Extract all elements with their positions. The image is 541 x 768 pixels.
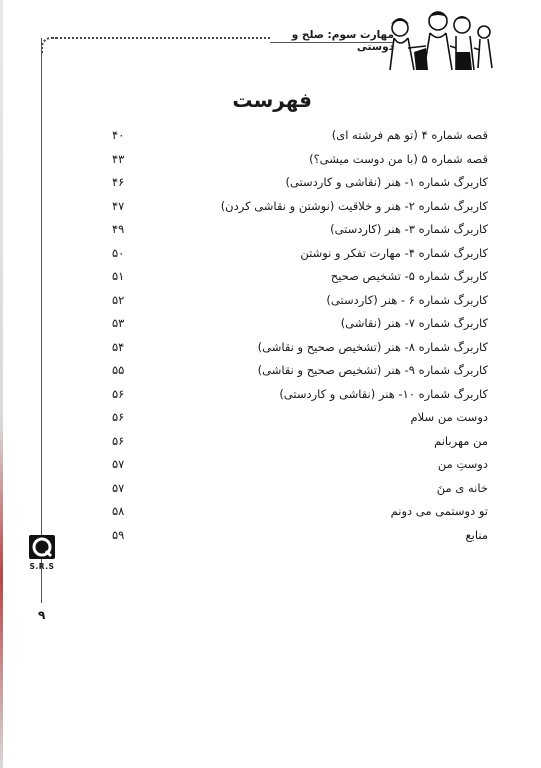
toc-entry-title: کاربرگ شماره ۴- مهارت تفکر و نوشتن [300,245,488,260]
toc-entry-title: قصه شماره ۵ (با من دوست میشی؟) [309,151,488,166]
toc-entry-page: ۵۶ [112,433,125,448]
toc-entry-title: کاربرگ شماره ۷- هنر (نقاشی) [340,316,488,330]
toc-entry-title: کاربرگ شماره ۱- هنر (نقاشی و کاردستی) [285,175,488,189]
chapter-title: مهارت سوم: صلح و دوستی [291,29,394,53]
toc-entry [108,195,488,219]
toc-entry-page: ۵۰ [112,245,125,260]
toc-entry-title: منابع [465,527,488,542]
toc-entry [108,289,488,313]
toc-entry-page: ۵۱ [112,269,125,283]
toc-entry-page: ۵۹ [112,527,125,542]
toc-entry-page: ۵۶ [112,410,125,424]
page-number: ۹ [38,608,46,622]
toc-entry [108,453,488,477]
toc-entry [108,171,488,195]
toc-entry-page: ۵۷ [112,480,125,495]
toc-entry [108,124,488,148]
toc-entry-page: ۴۶ [112,175,125,189]
toc-entry [108,218,488,242]
toc-entry-page: ۵۶ [112,386,125,401]
toc-entry-title: دوستِ من [437,457,488,471]
toc-entry [108,359,488,383]
toc-entry-page: ۴۷ [112,198,125,213]
toc-entry-title: کاربرگ شماره ۳- هنر (کاردستی) [330,222,488,236]
toc-entry-page: ۴۰ [112,128,125,142]
toc-entry-title: قصه شماره ۴ (تو هم فرشته ای) [331,128,488,142]
toc-entry-page: ۵۲ [112,292,125,307]
toc-entry-page: ۵۴ [112,339,125,354]
toc-entry-title: کاربرگ شماره ۱۰- هنر (نقاشی و کاردستی) [279,386,488,401]
toc-heading: فهرست [232,88,312,112]
toc-entry-title: من مهربانم [434,433,488,448]
toc-entry [108,477,488,501]
toc-entry-page: ۵۵ [112,363,125,377]
toc-entry-page: ۵۳ [112,316,125,330]
toc-entry-page: ۴۳ [112,151,125,166]
toc-entry [108,242,488,266]
toc-entry-page: ۵۷ [112,457,125,471]
toc-entry [108,383,488,407]
dotted-frame-top [52,37,270,39]
logo-text: S.R.S [29,562,55,571]
toc-entry [108,430,488,454]
toc-entry-title: کاربرگ شماره ۶ - هنر (کاردستی) [326,292,488,307]
toc-entry [108,524,488,548]
toc-entry-title: خانه ی منَ [436,480,488,495]
toc-entry [108,406,488,430]
toc-entry-title: کاربرگ شماره ۲- هنر و خلاقیت (نوشتن و نقاشی کردن) [220,198,488,213]
toc-entry-title: کاربرگ شماره ۸- هنر (تشخیص صحیح و نقاشی) [257,339,488,354]
children-group-icon [386,8,496,74]
toc-entry [108,148,488,172]
toc-list [108,124,488,547]
toc-entry-page: ۴۹ [112,222,125,236]
toc-entry-title: کاربرگ شماره ۹- هنر (تشخیص صحیح و نقاشی) [257,363,488,377]
toc-entry-title: دوست من سلام [410,410,488,424]
dotted-frame-corner [41,37,57,53]
toc-entry [108,500,488,524]
toc-entry-page: ۵۸ [112,504,125,518]
toc-entry-title: کاربرگ شماره ۵- تشخیص صحیح [330,269,488,283]
toc-entry [108,336,488,360]
toc-entry [108,312,488,336]
page-edge [0,0,3,768]
toc-entry-title: تو دوستمی می دونم [390,504,488,518]
toc-entry [108,265,488,289]
margin-rule [41,38,42,603]
